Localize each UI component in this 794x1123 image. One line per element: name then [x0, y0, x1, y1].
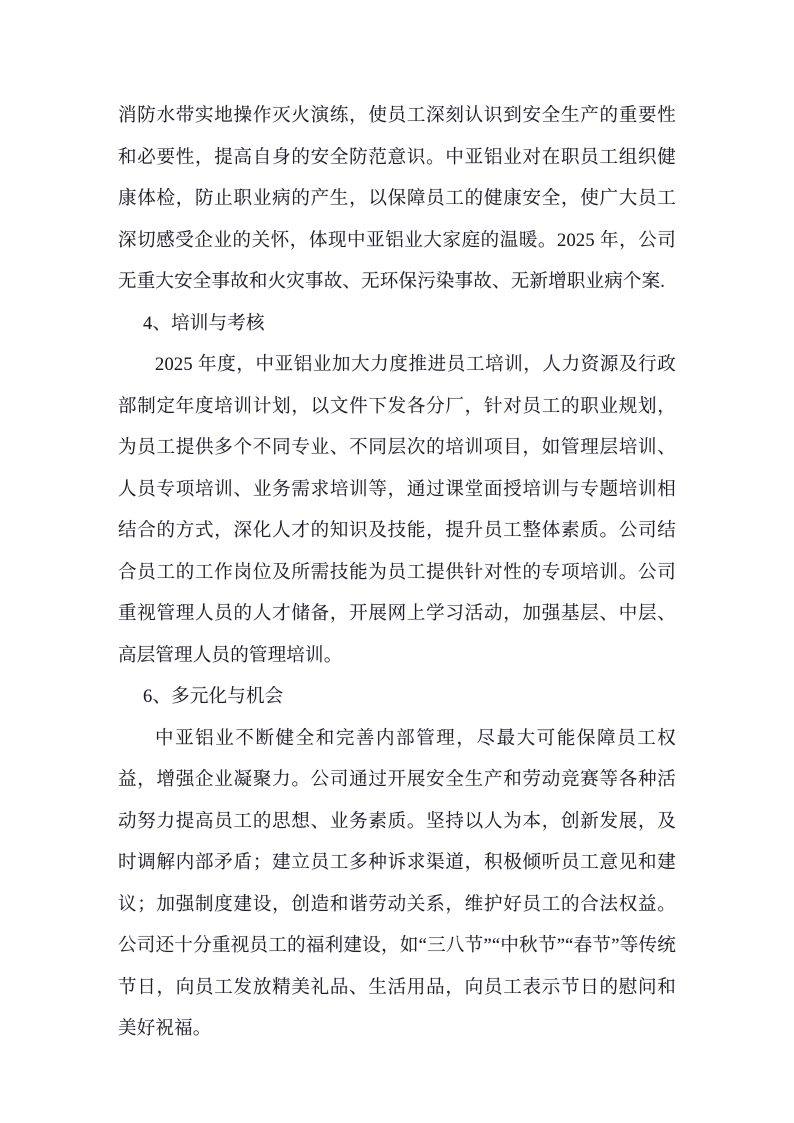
section-heading-diversity-opportunity: 6、多元化与机会: [143, 687, 284, 707]
paragraph-diversity-opportunity: 中亚铝业不断健全和完善内部管理，尽最大可能保障员工权益，增强企业凝聚力。公司通过开展安全生产和劳动竞赛等各种活动努力提高员工的思想、业务素质。坚持以人为本，创新发展，及时调解内部矛盾；建立员工多种诉求渠道，积极倾听员工意见和建议；加强制度建设，创造和谐劳动关系，维护好员工的合法权益。公司还十分重视员工的福利建设，如“三八节”“中秋节”“春节”等传统节日，向员工发放精美礼品、生活用品，向员工表示节日的慰问和美好祝福。: [118, 728, 676, 1039]
document-body: [118, 96, 676, 1051]
paragraph-safety-continuation: 消防水带实地操作灭火演练，使员工深刻认识到安全生产的重要性和必要性，提高自身的安全防范意识。中亚铝业对在职员工组织健康体检，防止职业病的产生，以保障员工的健康安全，使广大员工深切感受企业的关怀，体现中亚铝业大家庭的温暖。2025 年，公司无重大安全事故和火灾事故、无环保污染事故、无新增职业病个案.: [118, 106, 676, 292]
paragraph-training-assessment: 2025 年度，中亚铝业加大力度推进员工培训，人力资源及行政部制定年度培训计划，以文件下发各分厂，针对员工的职业规划，为员工提供多个不同专业、不同层次的培训项目，如管理层培训、人员专项培训、业务需求培训等，通过课堂面授培训与专题培训相结合的方式，深化人才的知识及技能，提升员工整体素质。公司结合员工的工作岗位及所需技能为员工提供针对性的专项培训。公司重视管理人员的人才储备，开展网上学习活动，加强基层、中层、高层管理人员的管理培训。: [118, 355, 676, 666]
section-heading-training-assessment: 4、培训与考核: [143, 313, 265, 334]
